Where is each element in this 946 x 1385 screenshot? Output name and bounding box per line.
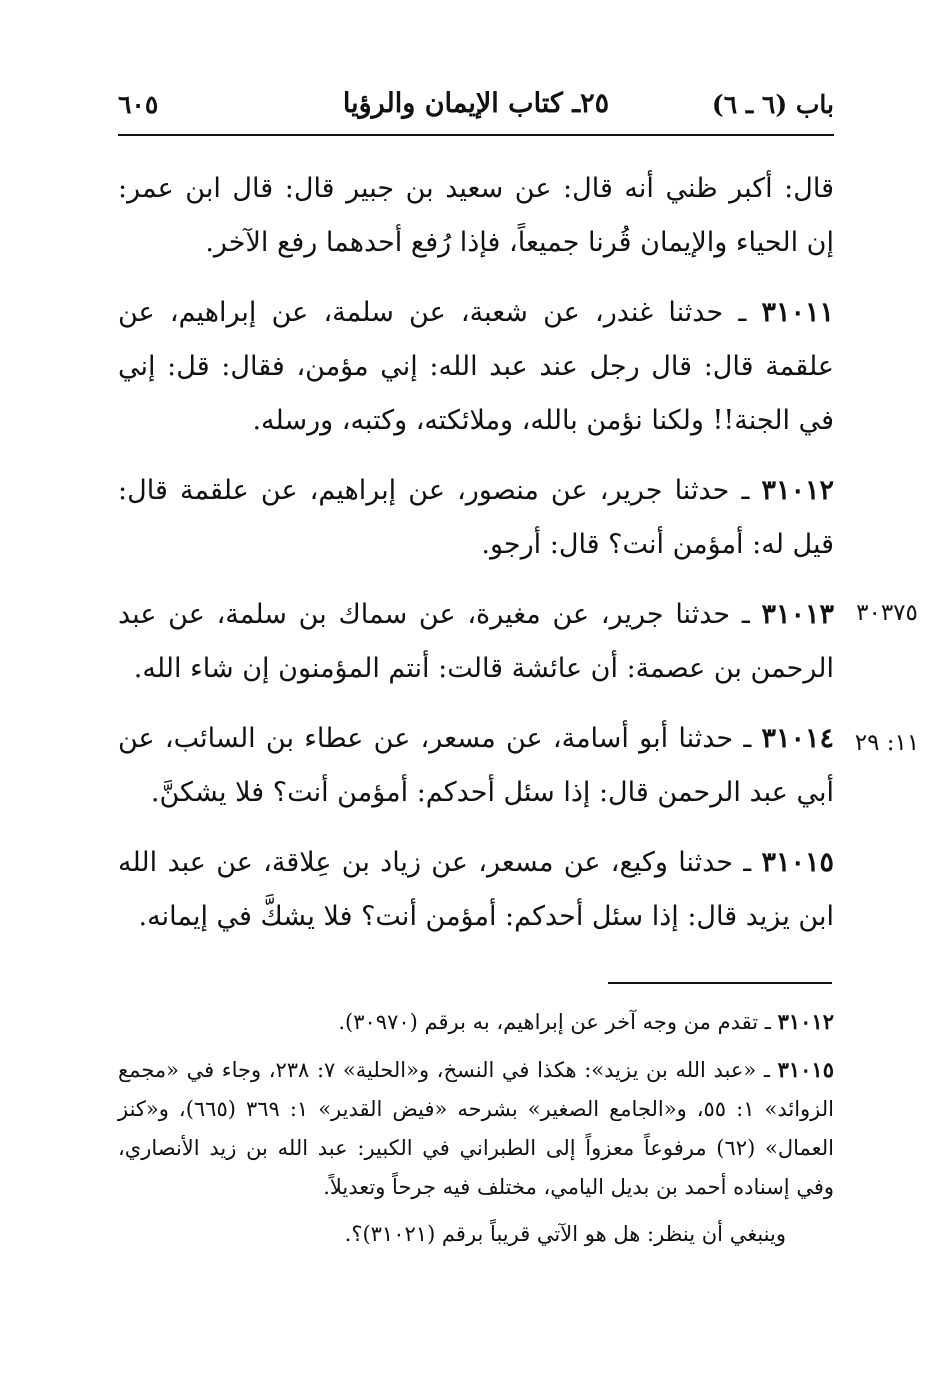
hadith-number: ٣١٠١٤ xyxy=(761,723,834,754)
footnote-31012 xyxy=(118,1002,834,1042)
margin-cross-reference: ١١: ٢٩ xyxy=(854,730,920,756)
footnote-31015 xyxy=(118,1050,834,1207)
paragraph-text: قال: أكبر ظني أنه قال: عن سعيد بن جبير قال: قال ابن عمر: إن الحياء والإيمان قُرنا جميعاً، فإذا رُفع أحدهما رفع الآخر. xyxy=(118,173,834,258)
hadith-31012 xyxy=(118,464,834,572)
hadith-31013 xyxy=(118,588,834,696)
hadith-31011 xyxy=(118,286,834,448)
footnote-number: ٣١٠١٥ xyxy=(777,1057,834,1082)
hadith-number: ٣١٠١١ xyxy=(761,297,834,328)
paragraph-continuation xyxy=(118,162,834,270)
footnote-number: ٣١٠١٢ xyxy=(777,1009,834,1034)
hadith-text: ـ حدثنا أبو أسامة، عن مسعر، عن عطاء بن السائب، عن أبي عبد الرحمن قال: إذا سئل أحدكم: أمؤمن أنت؟ فلا يشكنَّ. xyxy=(118,723,834,808)
page-header xyxy=(118,86,834,130)
book-title: ٢٥ـ كتاب الإيمان والرؤيا xyxy=(342,88,610,119)
hadith-text: ـ حدثنا غندر، عن شعبة، عن سلمة، عن إبراهيم، عن علقمة قال: قال رجل عند عبد الله: إني مؤمن، فقال: قل: إني في الجنة!! ولكنا نؤمن بالله، وملائكته، وكتبه، ورسله. xyxy=(118,297,834,436)
header-divider xyxy=(118,134,834,136)
margin-cross-reference: ٣٠٣٧٥ xyxy=(856,600,918,626)
hadith-text: ـ حدثنا جرير، عن منصور، عن إبراهيم، عن علقمة قال: قيل له: أمؤمن أنت؟ قال: أرجو. xyxy=(118,475,834,560)
footnote-divider xyxy=(608,982,832,984)
footnote-text: وينبغي أن ينظر: هل هو الآتي قريباً برقم (٣١٠٢١)؟. xyxy=(344,1222,786,1246)
hadith-text: ـ حدثنا جرير، عن مغيرة، عن سماك بن سلمة، عن عبد الرحمن بن عصمة: أن عائشة قالت: أنتم المؤمنون إن شاء الله. xyxy=(118,599,834,684)
hadith-number: ٣١٠١٢ xyxy=(761,475,834,506)
hadith-number: ٣١٠١٣ xyxy=(761,599,834,630)
hadith-text: ـ حدثنا وكيع، عن مسعر، عن زياد بن عِلاقة، عن عبد الله ابن يزيد قال: إذا سئل أحدكم: أمؤمن أنت؟ فلا يشكَّ في إيمانه. xyxy=(118,847,834,932)
hadith-31014 xyxy=(118,712,834,820)
main-text xyxy=(118,162,834,960)
footnote-text: ـ «عبد الله بن يزيد»: هكذا في النسخ، و«الحلية» ٧: ٢٣٨، وجاء في «مجمع الزوائد» ١: ٥٥، و«الجامع الصغير» بشرحه «فيض القدير» ١: ٣٦٩ (٦٦٥)، و«كنز العمال» (٦٢) مرفوعاً معزواً إلى الطبراني في الكبير: عبد الله بن زيد الأنصاري، وفي إسناده أحمد بن بديل اليامي، مختلف فيه جرحاً وتعديلاً. xyxy=(118,1058,834,1199)
footnote-text: ـ تقدم من وجه آخر عن إبراهيم، به برقم (٣٠٩٧٠). xyxy=(338,1010,778,1034)
footnotes xyxy=(118,1002,834,1262)
footnote-continuation xyxy=(118,1215,834,1254)
chapter-label: باب (٦ ـ ٦) xyxy=(711,90,834,119)
hadith-number: ٣١٠١٥ xyxy=(761,847,834,878)
hadith-31015 xyxy=(118,836,834,944)
page-number: ٦٠٥ xyxy=(118,90,159,119)
